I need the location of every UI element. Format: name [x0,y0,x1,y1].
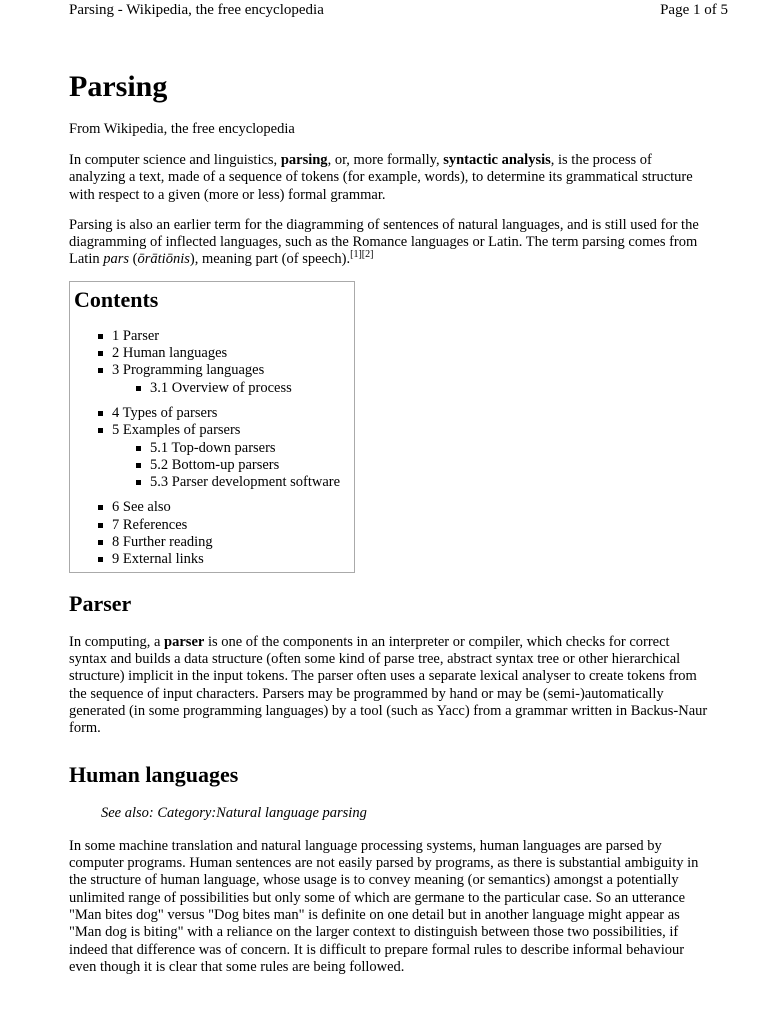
term-parser: parser [164,633,205,650]
toc-item[interactable] [74,534,350,551]
toc-item-label[interactable]: 1 Parser [112,327,160,344]
table-of-contents [69,281,355,573]
toc-subitem[interactable] [74,440,350,457]
intro-paragraph-2 [69,217,709,269]
toc-item-label[interactable]: 7 References [112,516,188,533]
term-syntactic-analysis: syntactic analysis [443,152,551,168]
toc-item-label[interactable]: 3 Programming languages [112,362,265,379]
toc-item-label[interactable]: 5.1 Top-down parsers [150,439,276,456]
section-heading-human-languages: Human languages [69,762,239,788]
toc-item[interactable] [74,517,350,534]
term-pars: pars [103,251,130,268]
intro-2-text-a: Parsing is also an earlier term for the diagramming of sentences of natural languages, and is still used for the diagramming of inflected languages, such as the Romance languages or Latin. The term parsing comes from Latin [69,216,699,268]
bullet-icon [98,505,103,510]
section-heading-parser: Parser [69,590,132,616]
parser-paragraph [69,634,709,738]
bullet-icon [136,446,141,451]
toc-item[interactable] [74,345,350,362]
toc-item-label[interactable]: 2 Human languages [112,345,228,362]
term-parsing: parsing [280,152,328,168]
toc-item[interactable] [74,362,350,379]
bullet-icon [98,523,103,528]
parser-text-a: In computing, a [69,633,165,650]
intro-1-text-b: , or, more formally, [327,152,444,168]
toc-item-label[interactable]: 5.3 Parser development software [150,474,341,491]
term-orationis: ōrātiōnis [137,251,190,268]
toc-item-label[interactable]: 4 Types of parsers [112,404,218,421]
bullet-icon [98,411,103,416]
toc-subitem[interactable] [74,380,350,397]
toc-item-label[interactable]: 5.2 Bottom-up parsers [150,456,280,473]
toc-item-label[interactable]: 6 See also [112,499,171,516]
page-header [69,0,728,22]
intro-2-text-b: ( [129,251,138,268]
toc-list [74,328,350,569]
toc-item[interactable] [74,422,350,439]
page-header-title: Parsing - Wikipedia, the free encyclopedia [69,2,324,18]
reference-link[interactable]: [1][2] [350,249,374,261]
toc-subitem[interactable] [74,474,350,491]
bullet-icon [98,557,103,562]
toc-item[interactable] [74,551,350,568]
parser-text-b: is one of the components in an interpreter or compiler, which checks for correct syntax and builds a data structure (often some kind of parse tree, abstract syntax tree or other hierarchical structure) implicit in the input tokens. The parser often uses a separate lexical analyser to create tokens from the sequence of input characters. Parsers may be programmed by hand or may be (semi-)automatically generated (in some programming languages) by a tool (such as Yacc) from a grammar written in Backus-Naur form. [69,633,708,737]
toc-item-label[interactable]: 9 External links [112,551,204,568]
bullet-icon [98,334,103,339]
bullet-icon [98,368,103,373]
bullet-icon [98,540,103,545]
human-languages-paragraph: In some machine translation and natural language processing systems, human languages are parsed by computer programs. Human sentences are not easily parsed by programs, as there is substantial ambiguity in the structure of human language, whose usage is to convey meaning (or semantics) amongst a potentially unlimited range of possibilities but only some of which are germane to the particular case. So an utterance "Man bites dog" versus "Dog bites man" is definite on one detail but in another language might appear as "Man dog is biting" with a reliance on the larger context to distinguish between those two possibilities, if indeed that difference was of concern. It is difficult to prepare formal rules to describe informal behaviour even though it is clear that some rules are being followed. [69,837,699,975]
page-title: Parsing [69,70,168,103]
page-number: Page 1 of 5 [660,2,728,18]
bullet-icon [136,386,141,391]
toc-item[interactable] [74,405,350,422]
article-content [69,68,709,976]
bullet-icon [98,428,103,433]
bullet-icon [98,351,103,356]
toc-item-label[interactable]: 8 Further reading [112,534,213,551]
bullet-icon [136,480,141,485]
bullet-icon [136,463,141,468]
toc-title: Contents [74,286,159,312]
intro-1-text-c: , is the process of analyzing a text, made of a sequence of tokens (for example, words), to determine its grammatical structure with respect to a given (more or less) formal grammar. [69,152,693,203]
toc-subitem[interactable] [74,457,350,474]
article-source-line: From Wikipedia, the free encyclopedia [69,121,295,137]
toc-item[interactable] [74,328,350,345]
toc-item-label[interactable]: 3.1 Overview of process [150,379,292,396]
intro-2-text-c: ), meaning part (of speech). [189,251,351,268]
intro-paragraph-1 [69,152,709,204]
intro-1-text-a: In computer science and linguistics, [69,152,281,168]
toc-item-label[interactable]: 5 Examples of parsers [112,422,241,439]
see-also-link[interactable]: See also: Category:Natural language parsing [101,805,367,822]
toc-item[interactable] [74,499,350,516]
